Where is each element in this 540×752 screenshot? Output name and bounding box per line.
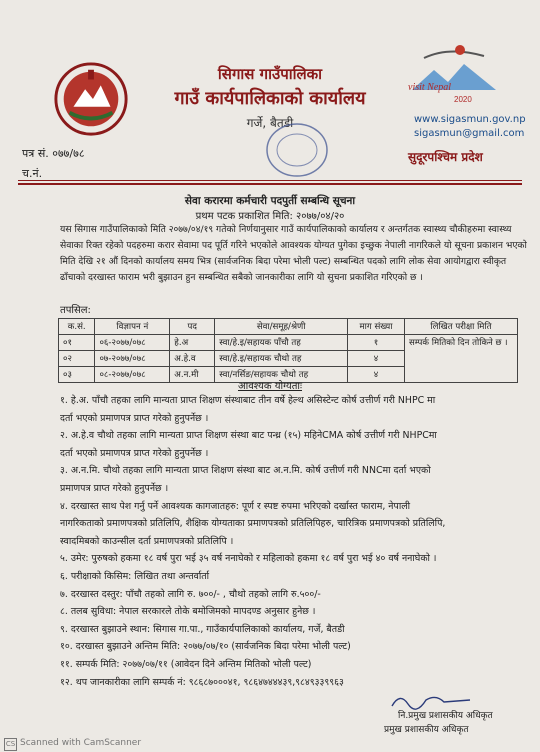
cell-serial: ०३ xyxy=(59,367,95,383)
list-item: ११. सम्पर्क मिति: २०७७/०७/११ (आवेदन दिने अन्तिम मितिको भोली पल्ट) xyxy=(60,658,312,670)
visit-nepal-year: 2020 xyxy=(454,95,472,104)
cell-service: स्वा/नर्सिङ/सहायक चौथो तह xyxy=(215,367,348,383)
table-row xyxy=(59,335,518,351)
website-link[interactable]: www.sigasmun.gov.np xyxy=(414,114,526,125)
cell-ad-number: ०६-२०७७/०७८ xyxy=(95,335,170,351)
cell-ad-number: ०७-२०७७/०७८ xyxy=(95,351,170,367)
list-item: नागरिकताको प्रमाणपत्रको प्रतिलिपि, शैक्षिक योग्यताका प्रमाणपत्रको प्रतिलिपिहरु, चारित्रिक प्रमाणपत्रको प्रतिलिपि, xyxy=(60,518,446,530)
col-service: सेवा/समूह/श्रेणी xyxy=(215,319,348,335)
list-item: प्रमाणपत्र प्राप्त गरेको हुनुपर्नेछ । xyxy=(60,482,169,494)
list-item: ४. दरखास्त साथ पेश गर्नु पर्ने आवश्यक कागजातहरु: पूर्ण र स्पष्ट रुपमा भरिएको दर्खास्त फाराम, नेपाली xyxy=(60,500,411,512)
list-item: स्वादमिबको काउन्सील दर्ता प्रमाणपत्रको प्रतिलिपि । xyxy=(60,535,234,547)
cell-service: स्वा/हे.इ/सहायक चौथो तह xyxy=(215,351,348,367)
notice-title: सेवा करारमा कर्मचारी पदपुर्ती सम्बन्धि सूचना xyxy=(184,195,356,207)
qualifications-list xyxy=(60,392,530,691)
list-item: ९. दरखास्त बुझाउने स्थान: सिगास गा.पा., गाउँकार्यपालिकाको कार्यालय, गर्जे, बैतडी xyxy=(60,623,345,635)
signatory-role: प्रमुख प्रशासकीय अधिकृत xyxy=(384,725,469,735)
office-location: गर्जे, बैतडी xyxy=(246,116,294,130)
list-item: ७. दरखास्त दस्तुर: पाँचौ तहको लागि रु. ७००/- , चौथो तहको लागि रु.५००/- xyxy=(60,588,321,600)
province-name: सुदूरपश्चिम प्रदेश xyxy=(408,150,483,164)
table-label: तपसिल: xyxy=(60,305,91,316)
posts-table xyxy=(58,318,518,383)
col-exam-date: लिखित परीक्षा मिति xyxy=(405,319,518,335)
cell-post: अ.न.मी xyxy=(170,367,215,383)
cell-post: हे.अ xyxy=(170,335,215,351)
municipality-name: सिगास गाउँपालिका xyxy=(217,65,323,83)
scanner-watermark: Scanned with CamScanner xyxy=(20,738,142,748)
cell-demand: ४ xyxy=(348,351,405,367)
list-item: ५. उमेर: पुरुषको हकमा १८ वर्ष पुरा भई ३५ वर्ष ननाघेको र महिलाको हकमा १८ वर्ष पुरा भई ४० वर्ष ननाघेको । xyxy=(60,553,437,565)
list-item: दर्ता भएको प्रमाणपत्र प्राप्त गरेको हुनुपर्नेछ । xyxy=(60,412,209,424)
cell-serial: ०२ xyxy=(59,351,95,367)
list-item: १०. दरखास्त बुझाउने अन्तिम मिति: २०७७/०७/१० (सार्वजनिक बिदा परेमा भोली पल्ट) xyxy=(60,641,351,653)
cell-exam-date: सम्पर्क मितिको दिन तोकिने छ । xyxy=(405,335,518,383)
col-demand: माग संख्या xyxy=(348,319,405,335)
col-ad-number: विज्ञापन नं xyxy=(95,319,170,335)
cell-demand: १ xyxy=(348,335,405,351)
list-item: ८. तलब सुविधा: नेपाल सरकारले तोके बमोजिमको मापदण्ड अनुसार हुनेछ । xyxy=(60,606,316,618)
letter-number: पत्र सं. ०७७/७८ xyxy=(22,147,85,160)
email-link[interactable]: sigasmun@gmail.com xyxy=(414,128,525,139)
header-divider xyxy=(18,180,522,181)
notice-subtitle: प्रथम पटक प्रकाशित मिति: २०७७/०४/२० xyxy=(195,211,345,222)
col-serial: क.सं. xyxy=(59,319,95,335)
col-post: पद xyxy=(170,319,215,335)
notice-body: यस सिगास गाउँपालिकाको मिति २०७७/०४/१९ गतेको निर्णयानुसार गाउँ कार्यपालिकाको कार्यालय र अन्तर्गतक स्वास्थ्य चौकीहरुमा स्वास्थ्य सेवाका रिक्त रहेको पदहरुमा करार सेवामा पद पूर्ति गरिने भएकोले आवश्यक योग्यत पुगेका इच्छुक नेपाली नागरिकले यो सूचना प्रकाशन भएको मिति देखि २१ औं दिनको कार्यालय समय भित्र (सार्वजनिक बिदा परेमा भोली पल्ट) सम्बन्धित पदको लागि लोक सेवा आयोगद्वारा स्वीकृत ढाँचाको दरखास्त फाराम भरी बुझाउन हुन सम्बन्धित सबैको जानकारीका लागि यो सुचना प्रकाशित गरिएको छ । xyxy=(60,224,527,283)
list-item: ६. परीक्षाको किसिम: लिखित तथा अन्तर्वार्ता xyxy=(60,570,210,582)
header-divider-thick xyxy=(18,183,522,185)
office-stamp-icon xyxy=(262,120,332,180)
camscanner-icon: CS xyxy=(4,738,17,751)
qualifications-heading: आवश्यक योग्यताः xyxy=(238,381,302,392)
dispatch-number: च.नं. xyxy=(22,167,43,180)
cell-post: अ.हे.व xyxy=(170,351,215,367)
visit-nepal-text: visit Nepal xyxy=(408,82,452,93)
cell-service: स्वा/हे.इ/सहायक पाँचौ तह xyxy=(215,335,348,351)
office-name: गाउँ कार्यपालिकाको कार्यालय xyxy=(174,88,366,109)
table-header-row xyxy=(59,319,518,335)
list-item: २. अ.हे.व चौथो तहका लागि मान्यता प्राप्त शिक्षण संस्था बाट पन्ध्र (१५) महिनेCMA कोर्ष उत्तीर्ण गरी NHPCमा xyxy=(60,430,437,442)
signatory-title: नि.प्रमुख प्रशासकीय अधिकृत xyxy=(398,711,493,721)
cell-serial: ०१ xyxy=(59,335,95,351)
list-item: १. हे.अ. पाँचौ तहका लागि मान्यता प्राप्त शिक्षण संस्थाबाट तीन वर्षे हेल्थ असिस्टेन्ट कोर्ष उत्तीर्ण गरी NHPC मा xyxy=(60,395,436,406)
list-item: ३. अ.न.मि. चौथो तहका लागि मान्यता प्राप्त शिक्षण संस्था बाट अ.न.मि. कोर्ष उत्तीर्ण गरी NNCमा दर्ता भएको xyxy=(60,465,431,477)
cell-demand: ४ xyxy=(348,367,405,383)
list-item: दर्ता भएको प्रमाणपत्र प्राप्त गरेको हुनुपर्नेछ । xyxy=(60,447,209,459)
list-item: १२. थप जानकारीका लागि सम्पर्क नं: ९८६८७०००४१, ९८६४७४४४३९,९८४९३३९९६३ xyxy=(60,676,344,688)
cell-ad-number: ०८-२०७७/०७८ xyxy=(95,367,170,383)
